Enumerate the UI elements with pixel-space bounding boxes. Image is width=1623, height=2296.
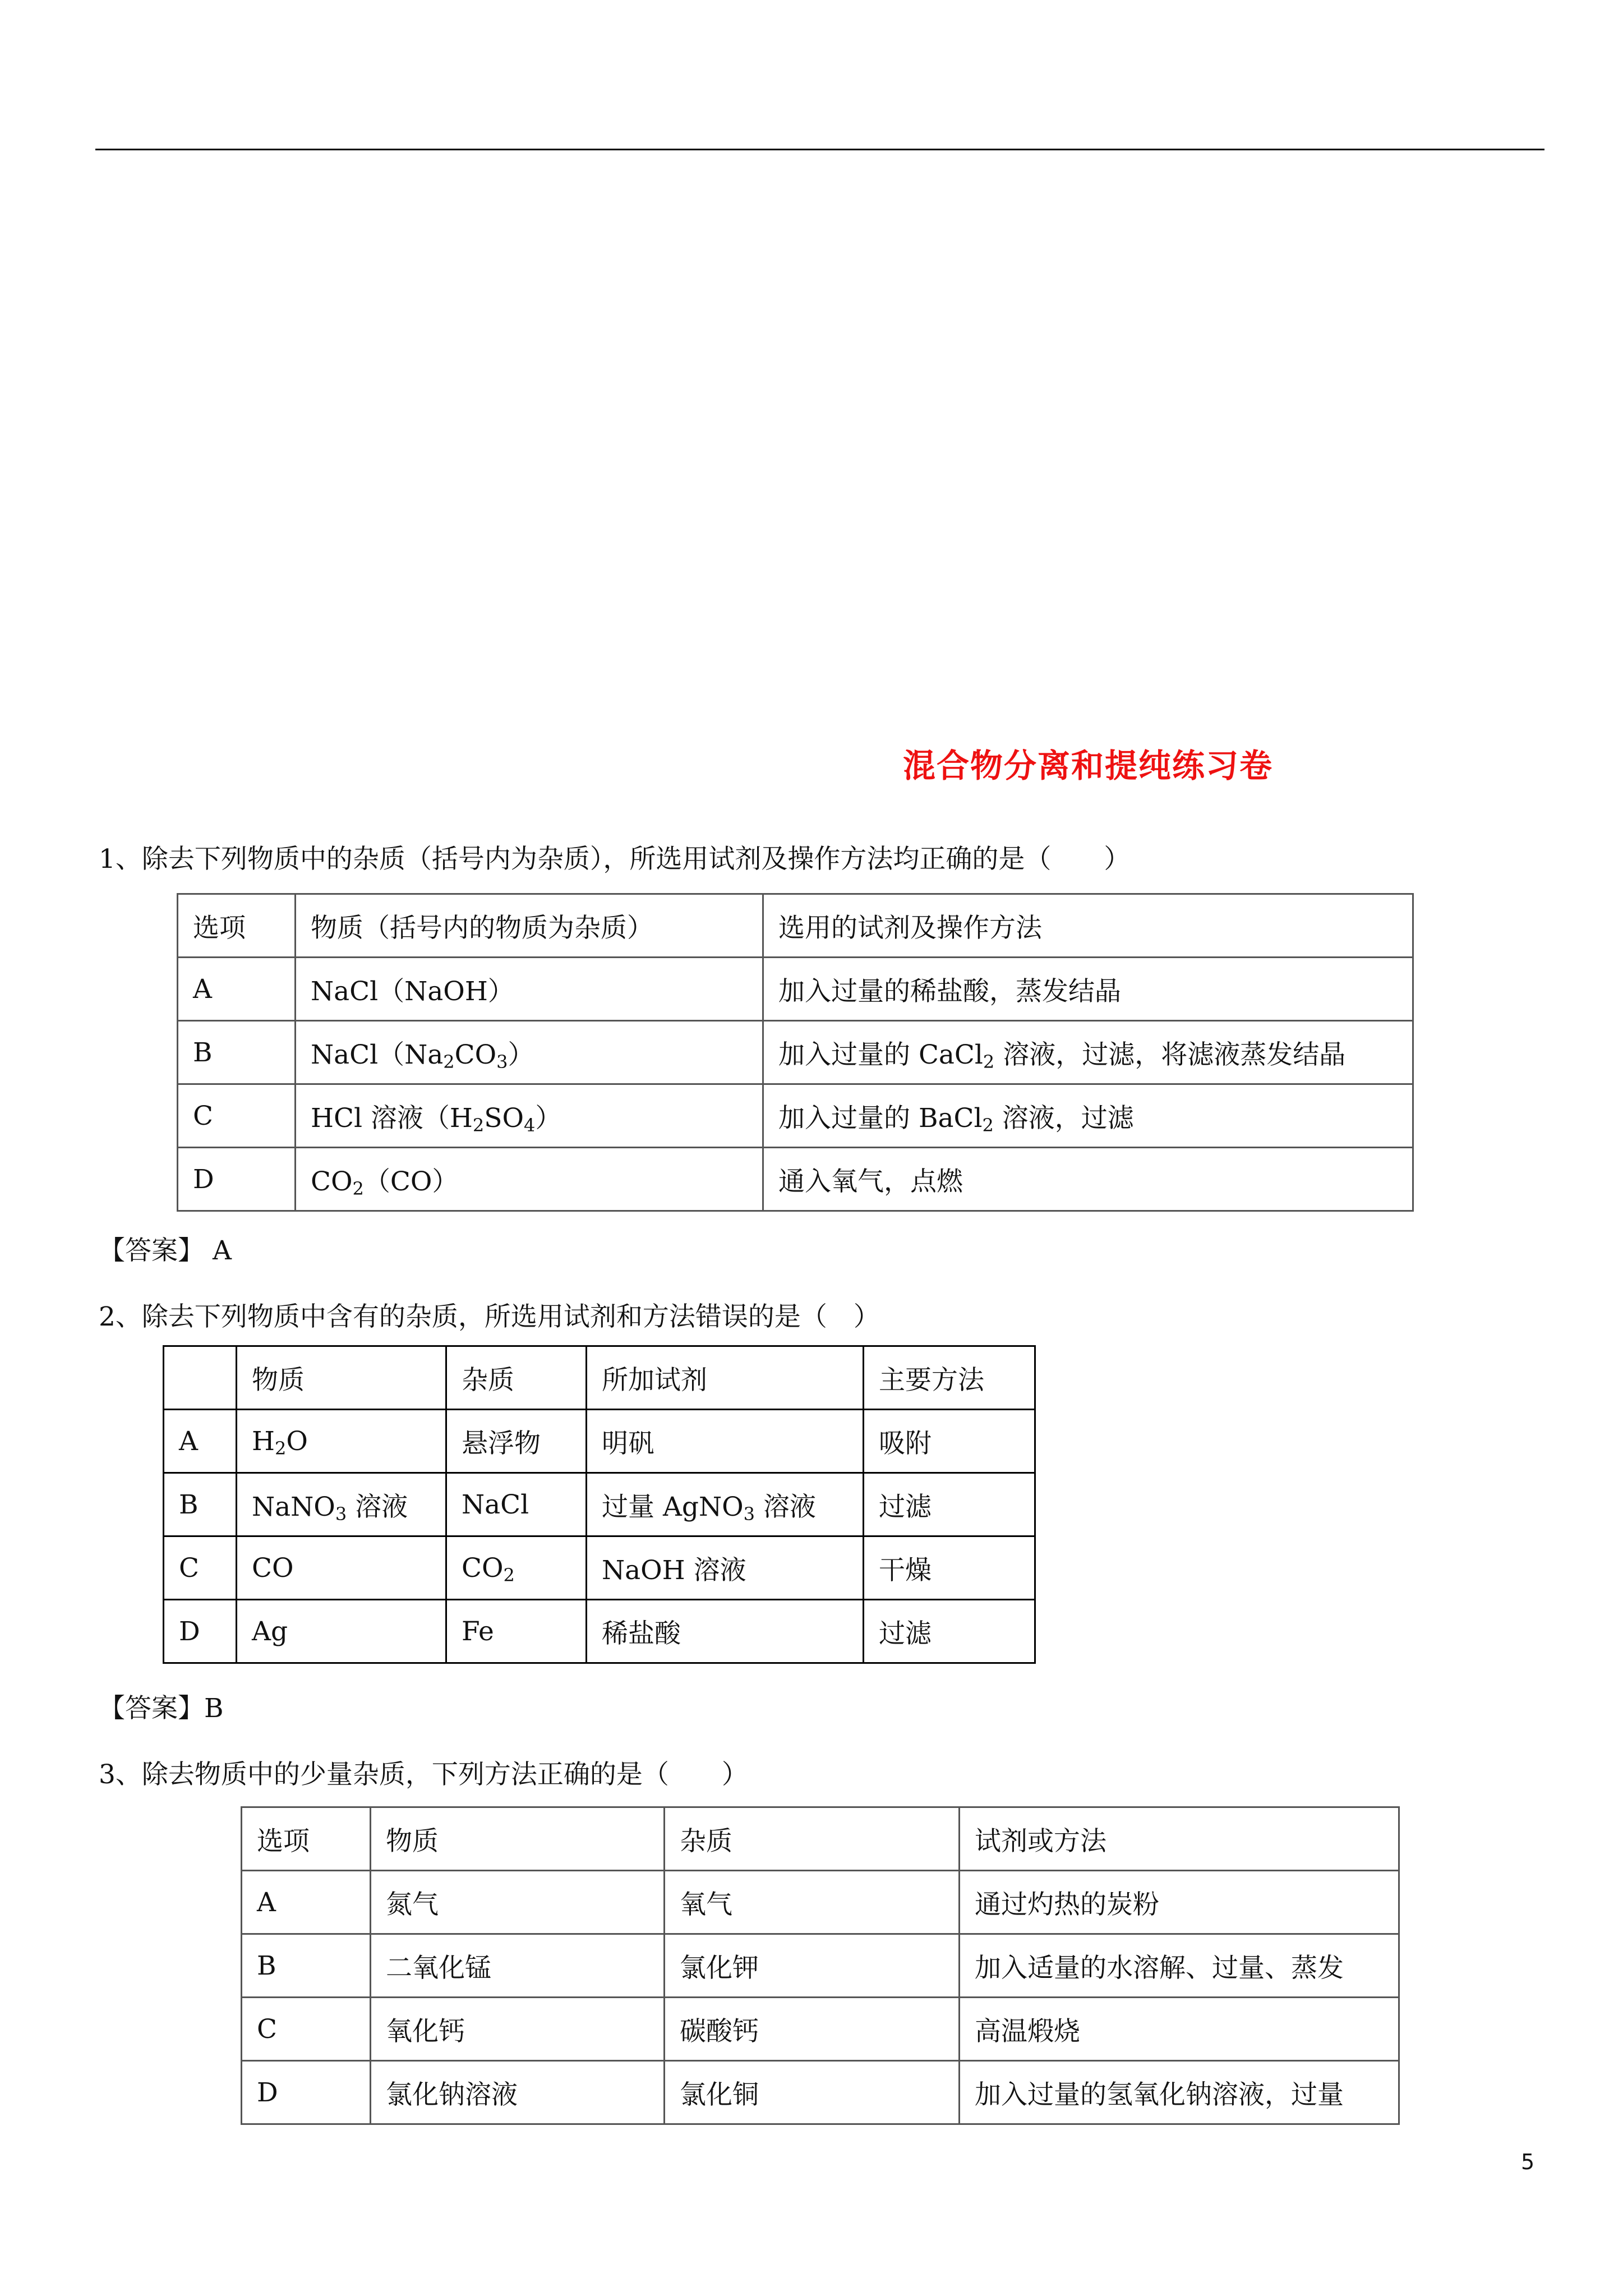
- table-cell: 过滤: [864, 1600, 1035, 1663]
- table-cell: 干燥: [864, 1536, 1035, 1600]
- table-header-cell: 试剂或方法: [960, 1807, 1399, 1871]
- table-cell: Ag: [237, 1600, 446, 1663]
- table-cell: 过量 AgNO$_3$ 溶液: [587, 1473, 864, 1536]
- table-row: [178, 958, 1413, 1021]
- table-cell: 氯化钾: [665, 1934, 960, 1998]
- table-cell: A: [242, 1871, 371, 1934]
- question-2-table: [163, 1345, 1036, 1664]
- table-cell: 加入过量的氢氧化钠溶液，过量: [960, 2061, 1399, 2124]
- question-2-text: 2、除去下列物质中含有的杂质，所选用试剂和方法错误的是（ ）: [99, 1301, 880, 1332]
- table-cell: 氧化钙: [371, 1998, 665, 2061]
- table-cell: NaNO$_3$ 溶液: [237, 1473, 446, 1536]
- table-cell: 通入氧气，点燃: [763, 1148, 1413, 1211]
- table-row: [178, 1148, 1413, 1211]
- table-cell: NaCl: [446, 1473, 587, 1536]
- table-header-cell: 选项: [242, 1807, 371, 1871]
- table-cell: 氧气: [665, 1871, 960, 1934]
- page-title: 混合物分离和提纯练习卷: [903, 747, 1274, 785]
- table-cell: B: [178, 1021, 296, 1084]
- table-cell: C: [164, 1536, 237, 1600]
- table-cell: 加入过量的 CaCl$_2$ 溶液，过滤，将滤液蒸发结晶: [763, 1021, 1413, 1084]
- table-cell: 二氧化锰: [371, 1934, 665, 1998]
- table-header-cell: [164, 1346, 237, 1410]
- table-cell: NaCl（NaOH）: [296, 958, 763, 1021]
- header-rule: [95, 149, 1544, 150]
- table-header-cell: 物质: [371, 1807, 665, 1871]
- table-header-row: [242, 1807, 1399, 1871]
- question-1-answer: 【答案】 A: [99, 1235, 232, 1266]
- table-row: [242, 1934, 1399, 1998]
- table-cell: A: [178, 958, 296, 1021]
- table-row: [242, 1871, 1399, 1934]
- table-cell: 高温煅烧: [960, 1998, 1399, 2061]
- table-cell: D: [242, 2061, 371, 2124]
- table-cell: D: [164, 1600, 237, 1663]
- table-cell: 氯化钠溶液: [371, 2061, 665, 2124]
- table-cell: 通过灼热的炭粉: [960, 1871, 1399, 1934]
- table-cell: D: [178, 1148, 296, 1211]
- table-cell: $CO_2$: [446, 1536, 587, 1600]
- table-cell: B: [164, 1473, 237, 1536]
- table-cell: C: [242, 1998, 371, 2061]
- table-row: [164, 1600, 1035, 1663]
- table-cell: 碳酸钙: [665, 1998, 960, 2061]
- table-cell: $H_2O$: [237, 1410, 446, 1473]
- table-cell: 加入过量的 BaCl$_2$ 溶液，过滤: [763, 1084, 1413, 1148]
- table-header-cell: 所加试剂: [587, 1346, 864, 1410]
- table-cell: B: [242, 1934, 371, 1998]
- question-2-answer: 【答案】B: [99, 1693, 224, 1724]
- table-cell: CO: [237, 1536, 446, 1600]
- table-header-cell: 物质: [237, 1346, 446, 1410]
- table-header-cell: 杂质: [665, 1807, 960, 1871]
- table-cell: HCl 溶液$(H_2SO_4)$: [296, 1084, 763, 1148]
- table-row: [242, 2061, 1399, 2124]
- table-header-row: [178, 894, 1413, 958]
- table-row: [164, 1473, 1035, 1536]
- question-1-table: [177, 893, 1414, 1212]
- table-row: [178, 1021, 1413, 1084]
- table-cell: Fe: [446, 1600, 587, 1663]
- table-cell: 氯化铜: [665, 2061, 960, 2124]
- table-row: [164, 1536, 1035, 1600]
- table-cell: NaOH 溶液: [587, 1536, 864, 1600]
- question-1-text: 1、除去下列物质中的杂质（括号内为杂质），所选用试剂及操作方法均正确的是（ ）: [99, 844, 1131, 875]
- table-cell: $NaCl(Na_2CO_3)$: [296, 1021, 763, 1084]
- table-cell: A: [164, 1410, 237, 1473]
- table-header-cell: 杂质: [446, 1346, 587, 1410]
- table-cell: 悬浮物: [446, 1410, 587, 1473]
- page-number: 5: [1521, 2150, 1535, 2174]
- table-cell: 吸附: [864, 1410, 1035, 1473]
- table-header-cell: 物质（括号内的物质为杂质）: [296, 894, 763, 958]
- table-cell: 加入过量的稀盐酸，蒸发结晶: [763, 958, 1413, 1021]
- table-cell: 明矾: [587, 1410, 864, 1473]
- table-cell: C: [178, 1084, 296, 1148]
- table-header-cell: 选项: [178, 894, 296, 958]
- table-header-row: [164, 1346, 1035, 1410]
- question-3-table: [241, 1806, 1400, 2125]
- table-cell: 加入适量的水溶解、过量、蒸发: [960, 1934, 1399, 1998]
- table-header-cell: 选用的试剂及操作方法: [763, 894, 1413, 958]
- table-row: [178, 1084, 1413, 1148]
- table-cell: 稀盐酸: [587, 1600, 864, 1663]
- table-row: [164, 1410, 1035, 1473]
- table-row: [242, 1998, 1399, 2061]
- table-cell: 氮气: [371, 1871, 665, 1934]
- question-3-text: 3、除去物质中的少量杂质，下列方法正确的是（ ）: [99, 1759, 748, 1790]
- table-cell: $CO_2(CO)$: [296, 1148, 763, 1211]
- table-header-cell: 主要方法: [864, 1346, 1035, 1410]
- table-cell: 过滤: [864, 1473, 1035, 1536]
